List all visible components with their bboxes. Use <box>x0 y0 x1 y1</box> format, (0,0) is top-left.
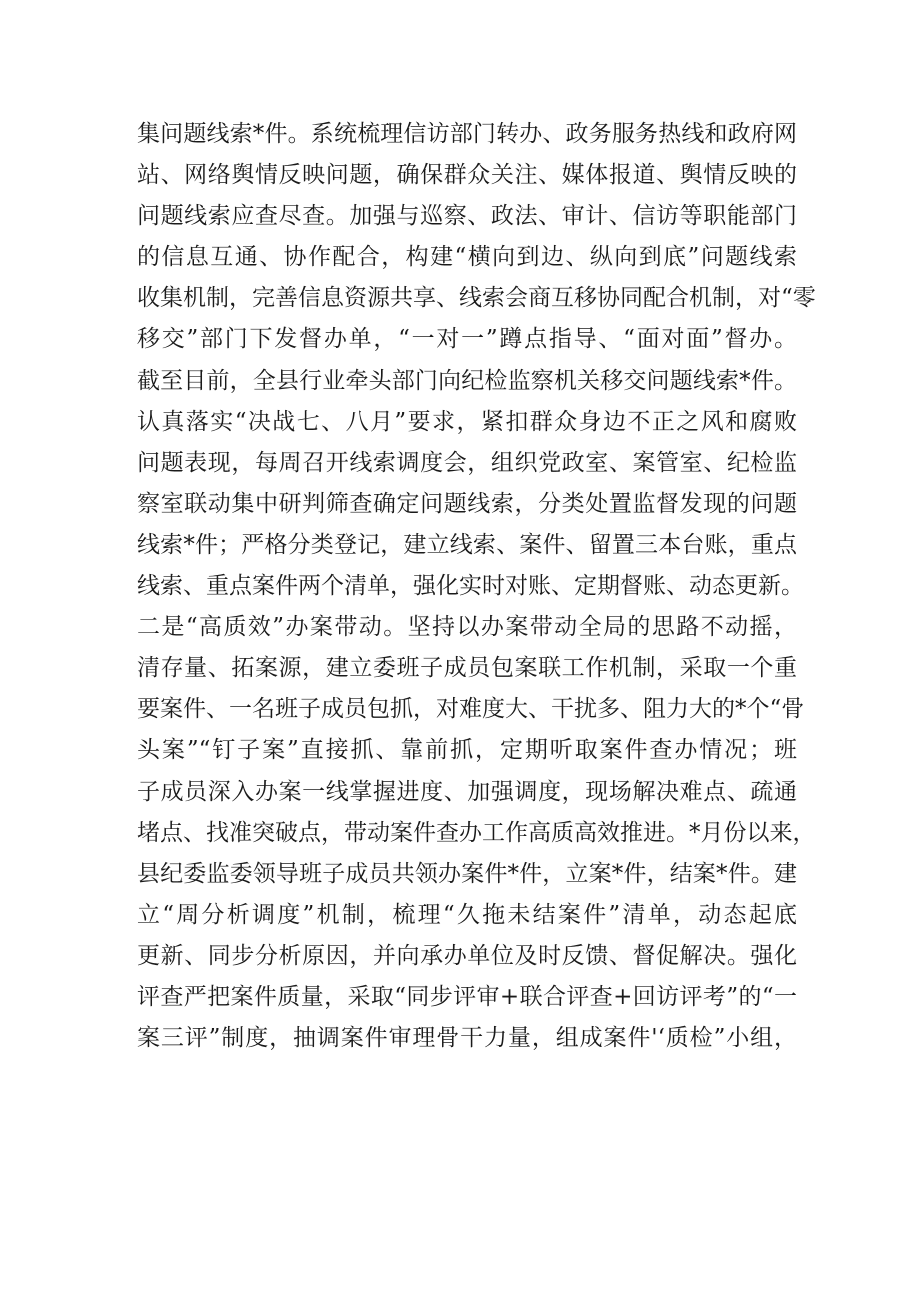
text-line: 移交”部门下发督办单，“一对一”蹲点指导、“面对面”督办。 <box>137 326 797 353</box>
text-line: 线索、重点案件两个清单，强化实时对账、定期督账、动态更新。 <box>137 573 804 600</box>
text-line: 评查严把案件质量，采取“同步评审+联合评查+回访评考”的“一 <box>137 983 797 1010</box>
text-line: 问题线索应查尽查。加强与巡察、政法、审计、信访等职能部门 <box>137 203 797 230</box>
text-line: 子成员深入办案一线掌握进度、加强调度，现场解决难点、疏通 <box>137 778 797 805</box>
text-line: 问题表现，每周召开线索调度会，组织党政室、案管室、纪检监 <box>137 449 797 476</box>
text-line: 堵点、找准突破点，带动案件查办工作高质高效推进。*月份以来， <box>137 819 816 846</box>
text-line: 收集机制，完善信息资源共享、线索会商互移协同配合机制，对“零 <box>137 285 816 312</box>
text-line: 二是“高质效”办案带动。坚持以办案带动全局的思路不动摇， <box>137 614 797 641</box>
text-line: 察室联动集中研判筛查确定问题线索，分类处置监督发现的问题 <box>137 490 797 517</box>
text-line: 更新、同步分析原因，并向承办单位及时反馈、督促解决。强化 <box>137 942 797 969</box>
text-line: 认真落实“决战七、八月”要求，紧扣群众身边不正之风和腐败 <box>137 408 797 435</box>
text-line: 截至目前，全县行业牵头部门向纪检监察机关移交问题线索*件。 <box>137 367 797 394</box>
text-line: 站、网络舆情反映问题，确保群众关注、媒体报道、舆情反映的 <box>137 162 797 189</box>
text-line: 立“周分析调度”机制，梳理“久拖未结案件”清单，动态起底 <box>137 901 797 928</box>
text-line: 案三评”制度，抽调案件审理骨干力量，组成案件'‘质检”小组， <box>137 1025 797 1052</box>
text-line: 的信息互通、协作配合，构建“横向到边、纵向到底”问题线索 <box>137 244 797 271</box>
text-line: 清存量、拓案源，建立委班子成员包案联工作机制，采取一个重 <box>137 655 797 682</box>
text-line: 县纪委监委领导班子成员共领办案件*件，立案*件，结案*件。建 <box>137 860 797 887</box>
body-text <box>137 114 816 1059</box>
text-line: 要案件、一名班子成员包抓，对难度大、干扰多、阻力大的*个“骨 <box>137 696 805 723</box>
text-line: 线索*件；严格分类登记，建立线索、案件、留置三本台账，重点 <box>137 531 797 558</box>
text-line: 集问题线索*件。系统梳理信访部门转办、政务服务热线和政府网 <box>137 121 797 147</box>
text-line: 头案”“钉子案”直接抓、靠前抓，定期听取案件查办情况；班 <box>137 737 797 764</box>
